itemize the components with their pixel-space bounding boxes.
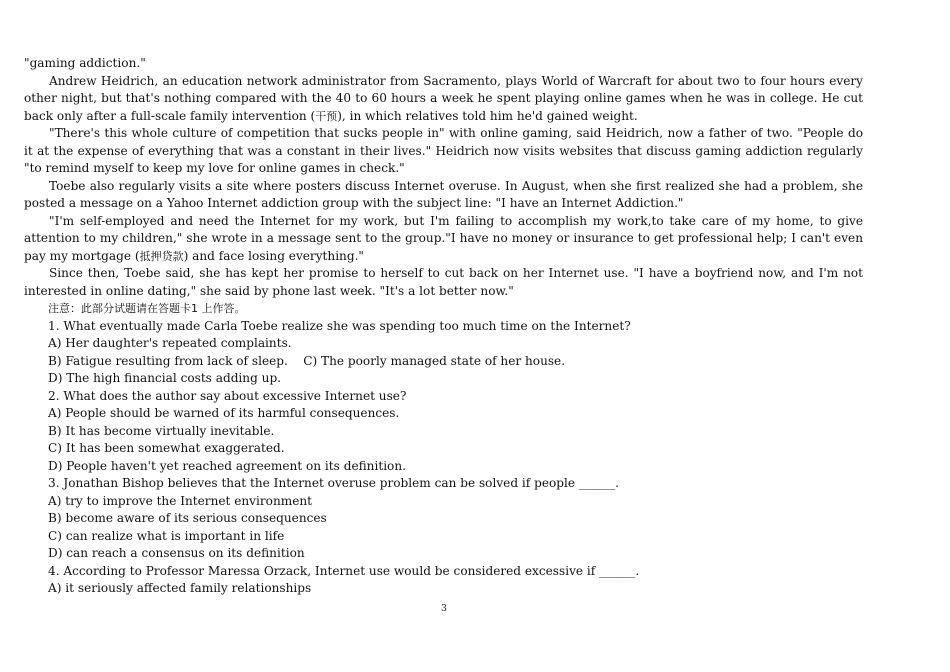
chinese-gloss: 干预: [315, 109, 338, 123]
passage-paragraph: "There's this whole culture of competition that sucks people in" with online gaming, said Heidrich, now a father of two. "People do it at the expense of everything that was a constant in their lives." Heidrich now visits websites that discuss gaming addiction regularly "to remind myself to keep my love for online games in check.": [24, 126, 863, 175]
question-line: 1. What eventually made Carla Toebe realize she was spending too much time on the Internet?: [48, 318, 631, 333]
answer-option: B) It has become virtually inevitable.: [48, 423, 275, 438]
answer-option: D) can reach a consensus on its definition: [48, 546, 305, 560]
passage-text-run: ) and face losing everything.": [183, 248, 364, 263]
answer-option: B) become aware of its serious consequences: [48, 511, 327, 525]
answer-sheet-note: 注意：此部分试题请在答题卡1 上作答。: [48, 302, 246, 315]
passage-paragraph: "gaming addiction.": [24, 56, 146, 70]
question-line: 2. What does the author say about excessive Internet use?: [48, 388, 407, 403]
question-line: 3. Jonathan Bishop believes that the Internet overuse problem can be solved if people ______.: [48, 476, 620, 490]
passage-paragraph: Since then, Toebe said, she has kept her promise to herself to cut back on her Internet use. "I have a boyfriend now, and I'm not interested in online dating," she said by phone last week. "It's a lot better now.": [24, 266, 863, 298]
passage-paragraph: [24, 213, 863, 266]
passage-text-run: ), in which relatives told him he'd gained weight.: [337, 108, 638, 123]
passage-text-run: Andrew Heidrich, an education network administrator from Sacramento, plays World of Warcraft for about two to four hours every other night, but that's nothing compared with the 40 to 60 hours a week he spent playing online games when he was in college. He cut back only after a full-scale family intervention (: [24, 73, 863, 123]
answer-option: D) The high financial costs adding up.: [48, 371, 282, 385]
page-number: 3: [441, 604, 447, 614]
answer-option: B) Fatigue resulting from lack of sleep. C) The poorly managed state of her house.: [48, 353, 566, 368]
passage-text: [24, 55, 863, 598]
passage-paragraph: Toebe also regularly visits a site where posters discuss Internet overuse. In August, when she first realized she had a problem, she posted a message on a Yahoo Internet addiction group with the subject line: "I have an Internet Addiction.": [24, 178, 863, 210]
passage-paragraph: [24, 73, 863, 126]
answer-option: C) can realize what is important in life: [48, 528, 285, 543]
answer-option: A) it seriously affected family relationships: [48, 581, 312, 595]
answer-option: D) People haven't yet reached agreement on its definition.: [48, 458, 406, 473]
question-line: 4. According to Professor Maressa Orzack, Internet use would be considered excessive if ______.: [48, 563, 640, 578]
passage-text-run: "I'm self-employed and need the Internet for my work, but I'm failing to accomplish my work,to take care of my home, to give attention to my children," she wrote in a message sent to the group."I have no money or insurance to get professional help; I can't even pay my mortgage (: [24, 213, 863, 263]
answer-option: A) People should be warned of its harmful consequences.: [48, 406, 400, 420]
chinese-gloss: 抵押贷款: [139, 249, 184, 263]
answer-option: A) Her daughter's repeated complaints.: [48, 336, 292, 350]
answer-option: C) It has been somewhat exaggerated.: [48, 441, 285, 455]
answer-option: A) try to improve the Internet environment: [48, 493, 313, 508]
